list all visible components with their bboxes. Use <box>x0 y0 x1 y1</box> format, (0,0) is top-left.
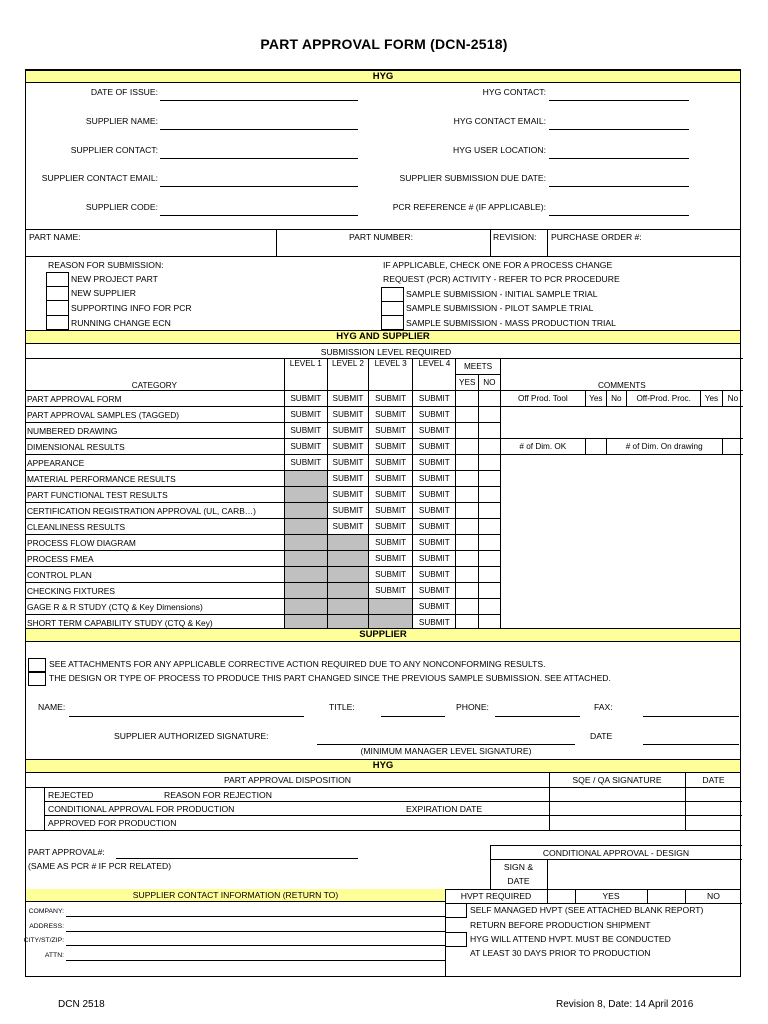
meets-yes-cell[interactable] <box>456 503 479 519</box>
level-4-submit: SUBMIT <box>413 503 456 519</box>
reason-title: REASON FOR SUBMISSION: <box>48 260 164 270</box>
level-2-not-required <box>327 551 368 567</box>
meets-no-cell[interactable] <box>479 503 501 519</box>
comments-cell[interactable] <box>500 487 743 503</box>
level-2-not-required <box>327 599 368 615</box>
submission-row <box>25 551 743 567</box>
level-3-submit: SUBMIT <box>369 455 413 471</box>
level-2-submit: SUBMIT <box>327 391 368 407</box>
corrective-action-text: SEE ATTACHMENTS FOR ANY APPLICABLE CORRECTIVE ACTION REQUIRED DUE TO ANY NONCONFORMING RESULTS. <box>49 659 546 669</box>
hyg-attend-checkbox[interactable] <box>445 932 467 947</box>
level-4-submit: SUBMIT <box>413 519 456 535</box>
supplier-contact-label: SUPPLIER CONTACT: <box>70 145 158 155</box>
comments-cell[interactable] <box>500 599 743 615</box>
level-3-submit: SUBMIT <box>369 567 413 583</box>
category-name: NUMBERED DRAWING <box>25 423 284 439</box>
level-3-submit: SUBMIT <box>369 583 413 599</box>
meets-no-cell[interactable] <box>479 455 501 471</box>
category-name: PROCESS FLOW DIAGRAM <box>25 535 284 551</box>
category-name: GAGE R & R STUDY (CTQ & Key Dimensions) <box>25 599 284 615</box>
sample-pilot-trial[interactable]: SAMPLE SUBMISSION - PILOT SAMPLE TRIAL <box>406 303 594 313</box>
supplier-name-label: NAME: <box>38 702 66 712</box>
disposition-date-header: DATE <box>702 775 725 785</box>
attn-label: ATTN: <box>44 952 64 959</box>
supplier-phone-field[interactable] <box>495 716 580 717</box>
level-3-submit: SUBMIT <box>369 471 413 487</box>
level-3-submit: SUBMIT <box>369 439 413 455</box>
category-name: SHORT TERM CAPABILITY STUDY (CTQ & Key) <box>25 615 284 631</box>
off-prod-tool-no[interactable]: No <box>606 391 627 407</box>
band-hyg: HYG <box>26 70 740 83</box>
level-1-not-required <box>284 567 327 583</box>
supplier-signature-label: SUPPLIER AUTHORIZED SIGNATURE: <box>114 731 269 741</box>
approved-option[interactable]: APPROVED FOR PRODUCTION <box>48 818 177 828</box>
meets-no-cell[interactable] <box>479 535 501 551</box>
date-of-issue-label: DATE OF ISSUE: <box>90 87 158 97</box>
pcr-reference-field[interactable] <box>549 215 689 216</box>
rejected-option[interactable]: REJECTED <box>48 790 94 800</box>
submission-level-required: SUBMISSION LEVEL REQUIRED <box>320 347 452 357</box>
page-title: PART APPROVAL FORM (DCN-2518) <box>260 36 508 52</box>
submission-due-date-label: SUPPLIER SUBMISSION DUE DATE: <box>399 173 546 183</box>
level-1-header: LEVEL 1 <box>284 359 327 391</box>
meets-yes-cell[interactable] <box>456 599 479 615</box>
level-2-not-required <box>327 583 368 599</box>
level-1-not-required <box>284 551 327 567</box>
band-hyg-and-supplier: HYG AND SUPPLIER <box>26 330 740 344</box>
level-3-submit: SUBMIT <box>369 391 413 407</box>
sample-checkbox-group <box>381 287 404 330</box>
comments-cell[interactable] <box>500 455 743 471</box>
submission-row <box>25 391 743 407</box>
supplier-signature-field[interactable] <box>317 744 575 745</box>
comments-cell[interactable] <box>500 551 743 567</box>
submission-table <box>25 358 743 631</box>
address-field[interactable] <box>66 931 445 932</box>
meets-no-cell[interactable] <box>479 391 501 407</box>
comments-cell[interactable] <box>500 519 743 535</box>
level-1-not-required <box>284 535 327 551</box>
level-3-submit: SUBMIT <box>369 423 413 439</box>
level-2-not-required <box>327 567 368 583</box>
level-4-submit: SUBMIT <box>413 423 456 439</box>
footer-dcn: DCN 2518 <box>58 999 105 1010</box>
sample-initial-trial[interactable]: SAMPLE SUBMISSION - INITIAL SAMPLE TRIAL <box>406 289 598 299</box>
level-1-not-required <box>284 487 327 503</box>
company-field[interactable] <box>66 916 445 917</box>
date-of-issue-field[interactable] <box>160 100 358 101</box>
disposition-title: PART APPROVAL DISPOSITION <box>223 775 352 785</box>
level-1-not-required <box>284 599 327 615</box>
attn-field[interactable] <box>66 960 445 961</box>
submission-row <box>25 503 743 519</box>
submission-row <box>25 439 743 455</box>
supplier-contact-info-band: SUPPLIER CONTACT INFORMATION (RETURN TO) <box>132 890 339 900</box>
level-1-not-required <box>284 503 327 519</box>
level-1-submit: SUBMIT <box>284 391 327 407</box>
dim-ok-label: # of Dim. OK <box>500 439 585 455</box>
meets-no-cell[interactable] <box>479 439 501 455</box>
supplier-code-label: SUPPLIER CODE: <box>85 202 158 212</box>
level-3-submit: SUBMIT <box>369 503 413 519</box>
meets-yes-cell[interactable] <box>456 487 479 503</box>
level-4-header: LEVEL 4 <box>413 359 456 391</box>
hyg-attend-line-1: HYG WILL ATTEND HVPT. MUST BE CONDUCTED <box>470 934 671 944</box>
submission-row <box>25 519 743 535</box>
category-name: CONTROL PLAN <box>25 567 284 583</box>
band-hyg-2: HYG <box>26 759 740 773</box>
category-name: CLEANLINESS RESULTS <box>25 519 284 535</box>
level-4-submit: SUBMIT <box>413 439 456 455</box>
meets-header: MEETS <box>456 359 500 375</box>
level-1-not-required <box>284 519 327 535</box>
level-4-submit: SUBMIT <box>413 535 456 551</box>
conditional-approval-design: CONDITIONAL APPROVAL - DESIGN <box>542 848 690 858</box>
submission-due-date-field[interactable] <box>549 186 689 187</box>
category-name: PART APPROVAL FORM <box>25 391 284 407</box>
hyg-contact-label: HYG CONTACT: <box>482 87 546 97</box>
level-3-not-required <box>369 599 413 615</box>
submission-row <box>25 455 743 471</box>
submission-row <box>25 567 743 583</box>
off-prod-proc-yes[interactable]: Yes <box>701 391 723 407</box>
submission-row <box>25 471 743 487</box>
submission-row <box>25 599 743 615</box>
same-as-pcr-note: (SAME AS PCR # IF PCR RELATED) <box>28 861 172 871</box>
meets-no-cell[interactable] <box>479 471 501 487</box>
hyg-user-location-field[interactable] <box>549 158 689 159</box>
band-supplier: SUPPLIER <box>26 628 740 642</box>
level-3-submit: SUBMIT <box>369 487 413 503</box>
sign-label: SIGN & <box>503 862 534 872</box>
return-before-shipment: RETURN BEFORE PRODUCTION SHIPMENT <box>470 920 651 930</box>
meets-no-cell[interactable] <box>479 407 501 423</box>
meets-no-cell[interactable] <box>479 599 501 615</box>
off-prod-tool-label: Off Prod. Tool <box>500 391 585 407</box>
level-2-submit: SUBMIT <box>327 487 368 503</box>
process-changed-checkbox[interactable] <box>28 672 46 686</box>
meets-yes-cell[interactable] <box>456 423 479 439</box>
reason-running-change[interactable]: RUNNING CHANGE ECN <box>71 318 171 328</box>
hyg-contact-field[interactable] <box>549 100 689 101</box>
category-name: PART APPROVAL SAMPLES (TAGGED) <box>25 407 284 423</box>
level-4-submit: SUBMIT <box>413 599 456 615</box>
submission-row <box>25 423 743 439</box>
submission-row <box>25 535 743 551</box>
level-1-submit: SUBMIT <box>284 455 327 471</box>
hvpt-yes-option[interactable]: YES <box>602 891 620 901</box>
hvpt-required-label: HVPT REQUIRED <box>460 891 532 901</box>
level-1-not-required <box>284 583 327 599</box>
submission-row <box>25 487 743 503</box>
level-3-submit: SUBMIT <box>369 535 413 551</box>
hyg-user-location-label: HYG USER LOCATION: <box>453 145 546 155</box>
level-2-submit: SUBMIT <box>327 455 368 471</box>
level-4-submit: SUBMIT <box>413 471 456 487</box>
meets-yes-cell[interactable] <box>456 439 479 455</box>
hvpt-no-option[interactable]: NO <box>707 891 720 901</box>
reason-new-supplier[interactable]: NEW SUPPLIER <box>71 288 136 298</box>
off-prod-proc-label: Off-Prod. Proc. <box>627 391 701 407</box>
part-approval-number-field[interactable] <box>116 858 358 859</box>
supplier-phone-label: PHONE: <box>456 702 489 712</box>
level-4-submit: SUBMIT <box>413 551 456 567</box>
meets-no-cell[interactable] <box>479 551 501 567</box>
purchase-order-label: PURCHASE ORDER #: <box>551 232 642 242</box>
meets-no-header: NO <box>479 375 501 391</box>
level-2-submit: SUBMIT <box>327 471 368 487</box>
submission-row <box>25 583 743 599</box>
level-4-submit: SUBMIT <box>413 487 456 503</box>
comments-header: COMMENTS <box>500 359 743 391</box>
dim-drawing-field[interactable] <box>722 439 743 455</box>
level-4-submit: SUBMIT <box>413 615 456 631</box>
part-approval-number-label: PART APPROVAL#: <box>28 847 105 857</box>
comments-cell[interactable] <box>500 535 743 551</box>
category-name: APPEARANCE <box>25 455 284 471</box>
level-1-submit: SUBMIT <box>284 423 327 439</box>
pcr-reference-label: PCR REFERENCE # (IF APPLICABLE): <box>392 202 546 212</box>
off-prod-tool-yes[interactable]: Yes <box>586 391 607 407</box>
submission-row <box>25 407 743 423</box>
meets-yes-cell[interactable] <box>456 407 479 423</box>
self-managed-hvpt: SELF MANAGED HVPT (SEE ATTACHED BLANK REPORT) <box>470 905 704 915</box>
meets-yes-cell[interactable] <box>456 455 479 471</box>
part-name-label: PART NAME: <box>29 232 81 242</box>
category-name: MATERIAL PERFORMANCE RESULTS <box>25 471 284 487</box>
level-2-submit: SUBMIT <box>327 423 368 439</box>
meets-yes-cell[interactable] <box>456 583 479 599</box>
pcr-instruction-2: REQUEST (PCR) ACTIVITY - REFER TO PCR PROCEDURE <box>383 274 620 284</box>
level-3-submit: SUBMIT <box>369 407 413 423</box>
part-number-label: PART NUMBER: <box>349 232 413 242</box>
meets-no-cell[interactable] <box>479 519 501 535</box>
supplier-name-field[interactable] <box>160 129 358 130</box>
level-4-submit: SUBMIT <box>413 455 456 471</box>
city-label: CITY/ST/ZIP: <box>23 937 64 944</box>
city-field[interactable] <box>66 945 445 946</box>
pcr-instruction-1: IF APPLICABLE, CHECK ONE FOR A PROCESS CHANGE <box>383 260 613 270</box>
hyg-attend-line-2: AT LEAST 30 DAYS PRIOR TO PRODUCTION <box>470 948 651 958</box>
supplier-date-field[interactable] <box>643 744 739 745</box>
expiration-date-label: EXPIRATION DATE <box>406 804 483 814</box>
level-1-submit: SUBMIT <box>284 407 327 423</box>
category-name: CERTIFICATION REGISTRATION APPROVAL (UL, CARB…) <box>25 503 284 519</box>
sample-mass-production-trial[interactable]: SAMPLE SUBMISSION - MASS PRODUCTION TRIAL <box>406 318 616 328</box>
category-name: PROCESS FMEA <box>25 551 284 567</box>
meets-yes-cell[interactable] <box>456 567 479 583</box>
level-4-submit: SUBMIT <box>413 567 456 583</box>
company-label: COMPANY: <box>28 908 64 915</box>
reason-for-rejection-label: REASON FOR REJECTION <box>164 790 272 800</box>
comments-cell[interactable] <box>500 583 743 599</box>
comments-cell[interactable] <box>500 567 743 583</box>
comments-cell[interactable] <box>500 407 743 423</box>
level-2-submit: SUBMIT <box>327 503 368 519</box>
category-name: DIMENSIONAL RESULTS <box>25 439 284 455</box>
meets-yes-cell[interactable] <box>456 519 479 535</box>
category-header: CATEGORY <box>25 359 284 391</box>
reason-new-project-part[interactable]: NEW PROJECT PART <box>71 274 158 284</box>
level-2-header: LEVEL 2 <box>327 359 368 391</box>
supplier-contact-email-field[interactable] <box>160 186 358 187</box>
meets-yes-cell[interactable] <box>456 391 479 407</box>
revision-label: REVISION: <box>493 232 537 242</box>
level-3-submit: SUBMIT <box>369 519 413 535</box>
level-4-submit: SUBMIT <box>413 583 456 599</box>
meets-yes-cell[interactable] <box>456 551 479 567</box>
sign-date-label: DATE <box>507 876 530 886</box>
supplier-contact-email-label: SUPPLIER CONTACT EMAIL: <box>41 173 158 183</box>
comments-cell[interactable] <box>500 503 743 519</box>
meets-no-cell[interactable] <box>479 567 501 583</box>
comments-cell[interactable] <box>500 471 743 487</box>
meets-no-cell[interactable] <box>479 487 501 503</box>
reason-checkbox-group <box>46 272 69 330</box>
off-prod-proc-no[interactable]: No <box>722 391 743 407</box>
self-managed-checkbox[interactable] <box>445 903 467 918</box>
supplier-fax-field[interactable] <box>643 716 739 717</box>
level-2-not-required <box>327 535 368 551</box>
level-1-not-required <box>284 471 327 487</box>
corrective-action-checkbox[interactable] <box>28 658 46 672</box>
category-name: PART FUNCTIONAL TEST RESULTS <box>25 487 284 503</box>
form-frame <box>25 69 741 977</box>
level-2-submit: SUBMIT <box>327 439 368 455</box>
supplier-date-label: DATE <box>590 731 613 741</box>
level-2-submit: SUBMIT <box>327 407 368 423</box>
meets-yes-cell[interactable] <box>456 471 479 487</box>
level-4-submit: SUBMIT <box>413 391 456 407</box>
meets-no-cell[interactable] <box>479 423 501 439</box>
category-name: CHECKING FIXTURES <box>25 583 284 599</box>
reason-supporting-info[interactable]: SUPPORTING INFO FOR PCR <box>71 303 192 313</box>
meets-yes-cell[interactable] <box>456 535 479 551</box>
supplier-fax-label: FAX: <box>594 702 613 712</box>
meets-yes-header: YES <box>456 375 479 391</box>
hyg-contact-email-field[interactable] <box>549 129 689 130</box>
level-3-header: LEVEL 3 <box>369 359 413 391</box>
level-3-submit: SUBMIT <box>369 551 413 567</box>
address-label: ADDRESS: <box>29 923 64 930</box>
level-1-submit: SUBMIT <box>284 439 327 455</box>
level-4-submit: SUBMIT <box>413 407 456 423</box>
supplier-title-field[interactable] <box>381 716 445 717</box>
supplier-signer-name-field[interactable] <box>69 716 304 717</box>
dim-ok-field[interactable] <box>586 439 607 455</box>
process-changed-text: THE DESIGN OR TYPE OF PROCESS TO PRODUCE THIS PART CHANGED SINCE THE PREVIOUS SAMPLE SUBMISSION. SEE ATTACHED. <box>49 673 611 683</box>
dim-drawing-label: # of Dim. On drawing <box>606 439 722 455</box>
meets-no-cell[interactable] <box>479 583 501 599</box>
conditional-approval-option[interactable]: CONDITIONAL APPROVAL FOR PRODUCTION <box>48 804 235 814</box>
supplier-contact-field[interactable] <box>160 158 358 159</box>
footer-revision: Revision 8, Date: 14 April 2016 <box>556 999 694 1010</box>
hyg-contact-email-label: HYG CONTACT EMAIL: <box>453 116 546 126</box>
sqe-signature-header: SQE / QA SIGNATURE <box>572 775 662 785</box>
supplier-name-label: SUPPLIER NAME: <box>85 116 158 126</box>
supplier-code-field[interactable] <box>160 215 358 216</box>
min-signature-note: (MINIMUM MANAGER LEVEL SIGNATURE) <box>360 746 532 756</box>
comments-cell[interactable] <box>500 423 743 439</box>
supplier-title-label: TITLE: <box>329 702 355 712</box>
level-2-submit: SUBMIT <box>327 519 368 535</box>
